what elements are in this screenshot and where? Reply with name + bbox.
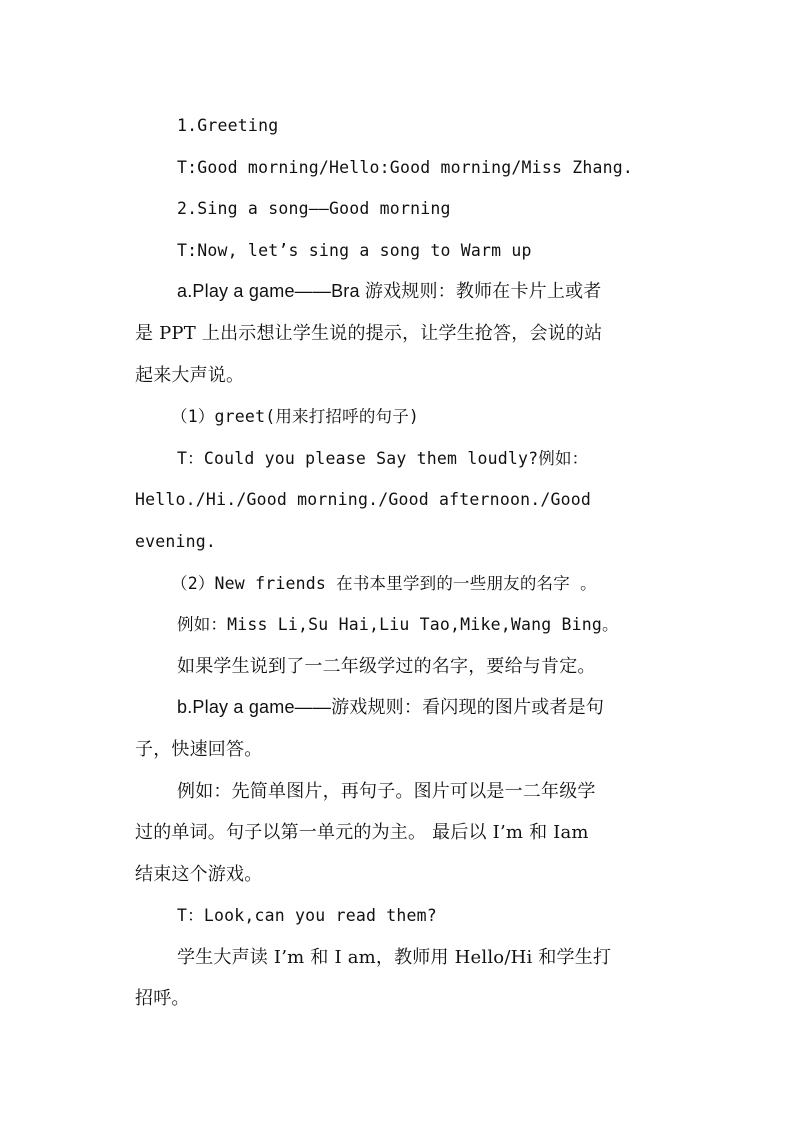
game-a-rules-continued: 是 PPT 上出示想让学生说的提示，让学生抢答，会说的站 <box>135 322 603 344</box>
names-example: 例如：Miss Li,Su Hai,Liu Tao,Mike,Wang Bing。 <box>177 615 619 635</box>
read-them-instruction: T：Look,can you read them? <box>177 906 437 926</box>
students-read-note: 学生大声读 I’m 和 I am，教师用 Hello/Hi 和学生打 <box>177 946 612 968</box>
students-read-note-end: 招呼。 <box>135 988 190 1010</box>
warm-up-instruction: T:Now, let’s sing a song to Warm up <box>177 240 532 260</box>
game-a-rules: a.Play a game——Bra 游戏规则：教师在卡片上或者 <box>177 281 602 302</box>
game-b-example-end: 结束这个游戏。 <box>135 863 263 885</box>
game-b-example: 例如：先简单图片，再句子。图片可以是一二年级学 <box>177 780 596 802</box>
game-b-rules: b.Play a game——游戏规则：看闪现的图片或者是句 <box>177 697 605 718</box>
greet-item: （1）greet(用来打招呼的句子) <box>171 407 420 427</box>
loudly-instruction: T：Could you please Say them loudly?例如： <box>177 448 589 468</box>
greeting-dialogue: T:Good morning/Hello:Good morning/Miss Zhang. <box>177 157 634 177</box>
greeting-examples-end: evening. <box>135 531 217 551</box>
greeting-heading: 1.Greeting <box>177 116 279 135</box>
lesson-plan-text <box>135 105 660 1020</box>
greeting-examples: Hello./Hi./Good morning./Good afternoon./Good <box>135 490 592 510</box>
praise-note: 如果学生说到了一二年级学过的名字，要给与肯定。 <box>177 655 596 677</box>
sing-song-heading: 2.Sing a song——Good morning <box>177 199 451 219</box>
game-a-rules-end: 起来大声说。 <box>135 364 245 386</box>
new-friends-item: （2）New friends 在书本里学到的一些朋友的名字 。 <box>171 573 597 593</box>
game-b-rules-end: 子，快速回答。 <box>135 738 263 760</box>
game-b-example-continued: 过的单词。句子以第一单元的为主。 最后以 I’m 和 Iam <box>135 822 589 844</box>
